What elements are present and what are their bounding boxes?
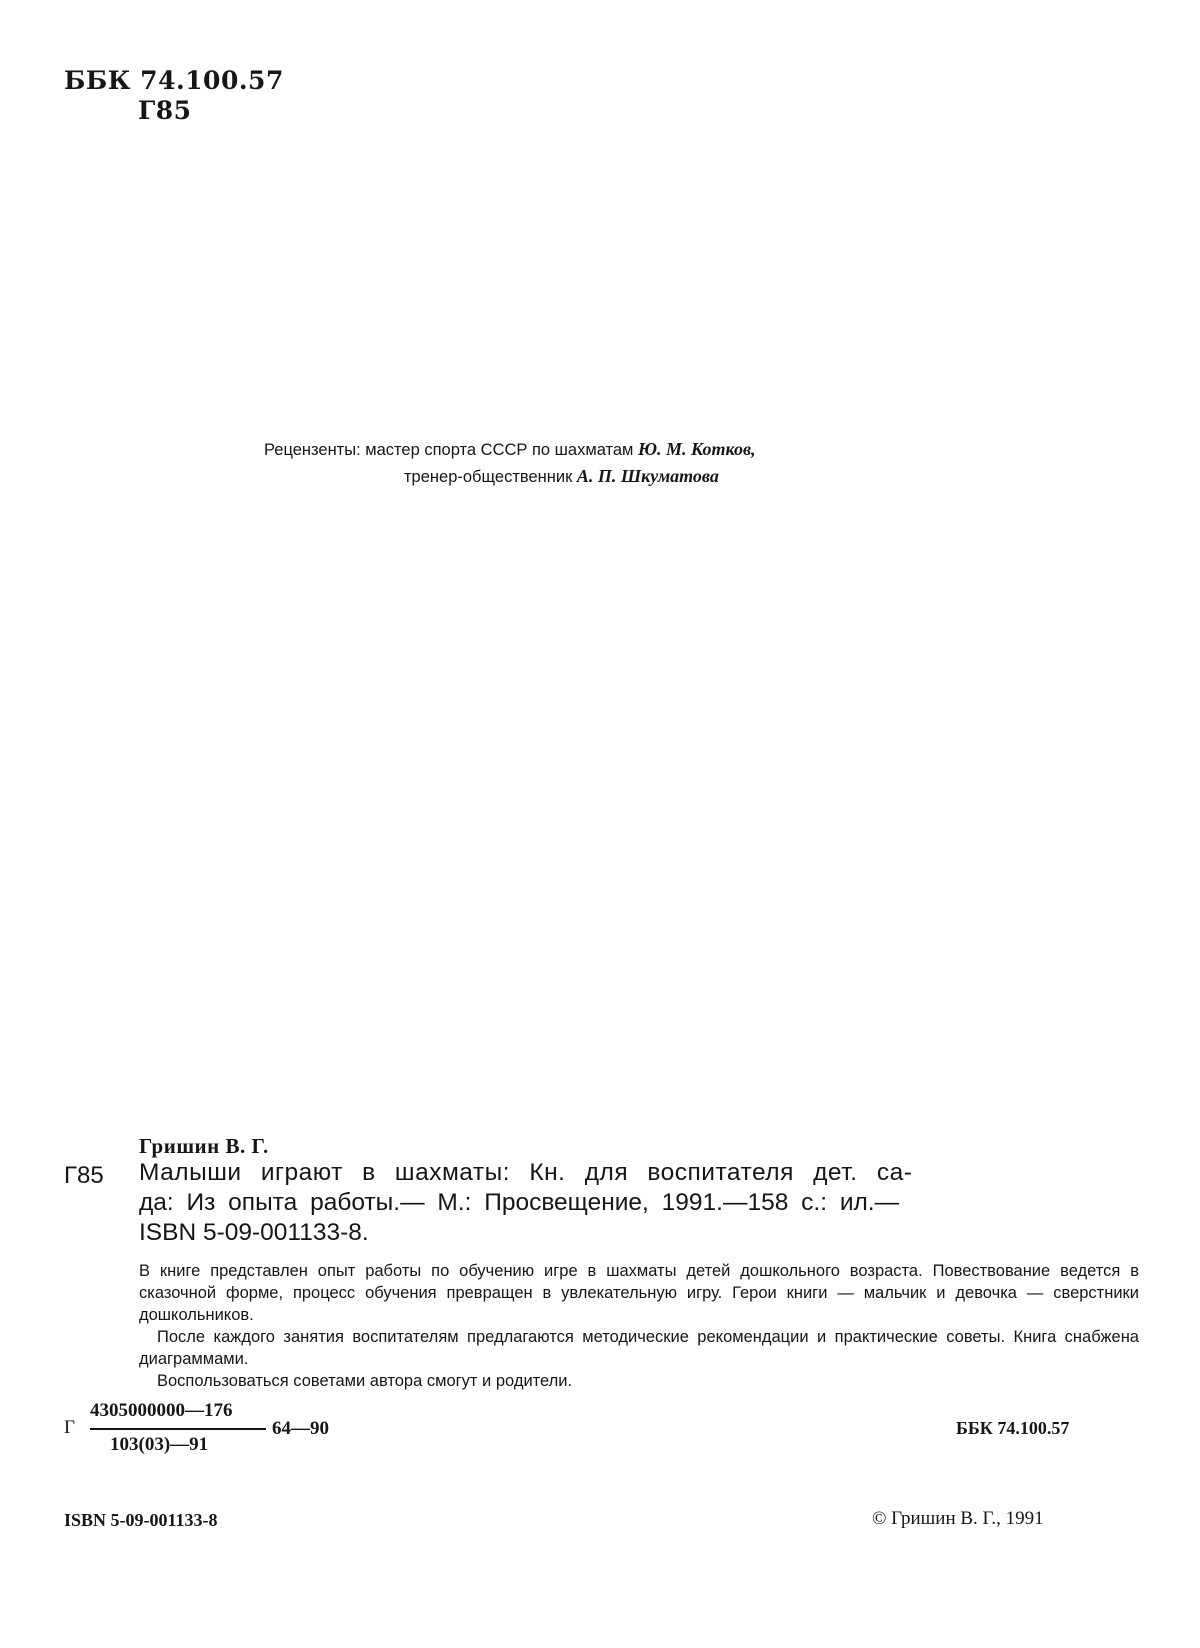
fraction-letter: Г bbox=[64, 1417, 75, 1438]
reviewer-2: А. П. Шкуматова bbox=[576, 466, 719, 486]
fraction-denominator: 103(03)—91 bbox=[110, 1434, 209, 1455]
abstract-paragraph: Воспользоваться советами автора смогут и родители. bbox=[157, 1372, 573, 1390]
fraction-suffix: 64—90 bbox=[272, 1418, 329, 1439]
catalog-index: Г85 bbox=[64, 1162, 104, 1189]
bbk-imprint: ББК 74.100.57 bbox=[956, 1418, 1070, 1438]
abstract-paragraph: В книге представлен опыт работы по обучению игре в шахматы детей дошкольного возраста. Повествование ведется в сказочной форме, процесс обучения превращен в увлекательную игру. Герои книги — мальчик и девочка — сверстники дошкольников. bbox=[139, 1262, 1139, 1324]
title-line: Малыши играют в шахматы: Кн. для воспитателя дет. са- bbox=[139, 1159, 913, 1186]
reviewer-2-role: тренер-общественник bbox=[404, 468, 577, 486]
reviewers-line-2 bbox=[264, 463, 756, 490]
bbk-code: ББК 74.100.57 bbox=[64, 66, 284, 95]
copyright: © Гришин В. Г., 1991 bbox=[872, 1508, 1044, 1529]
title-line: да: Из опыта работы.— М.: Просвещение, 1991.—158 с.: ил.— bbox=[139, 1189, 900, 1216]
reviewers-block bbox=[264, 436, 756, 490]
fraction-bar bbox=[90, 1428, 266, 1430]
reviewers-label: Рецензенты: мастер спорта СССР по шахматам bbox=[264, 441, 638, 459]
catalog-title bbox=[139, 1158, 1139, 1248]
catalog-author: Гришин В. Г. bbox=[139, 1134, 269, 1158]
abstract-paragraph: После каждого занятия воспитателям предлагаются методические рекомендации и практические советы. Книга снабжена диаграммами. bbox=[139, 1328, 1139, 1368]
fraction-numerator: 4305000000—176 bbox=[90, 1400, 233, 1421]
title-line: ISBN 5-09-001133-8. bbox=[139, 1219, 369, 1246]
author-code: Г85 bbox=[138, 96, 192, 125]
bbk-header bbox=[64, 66, 284, 126]
abstract bbox=[139, 1260, 1139, 1392]
reviewer-1: Ю. М. Котков, bbox=[637, 439, 756, 459]
isbn: ISBN 5-09-001133-8 bbox=[64, 1510, 218, 1530]
